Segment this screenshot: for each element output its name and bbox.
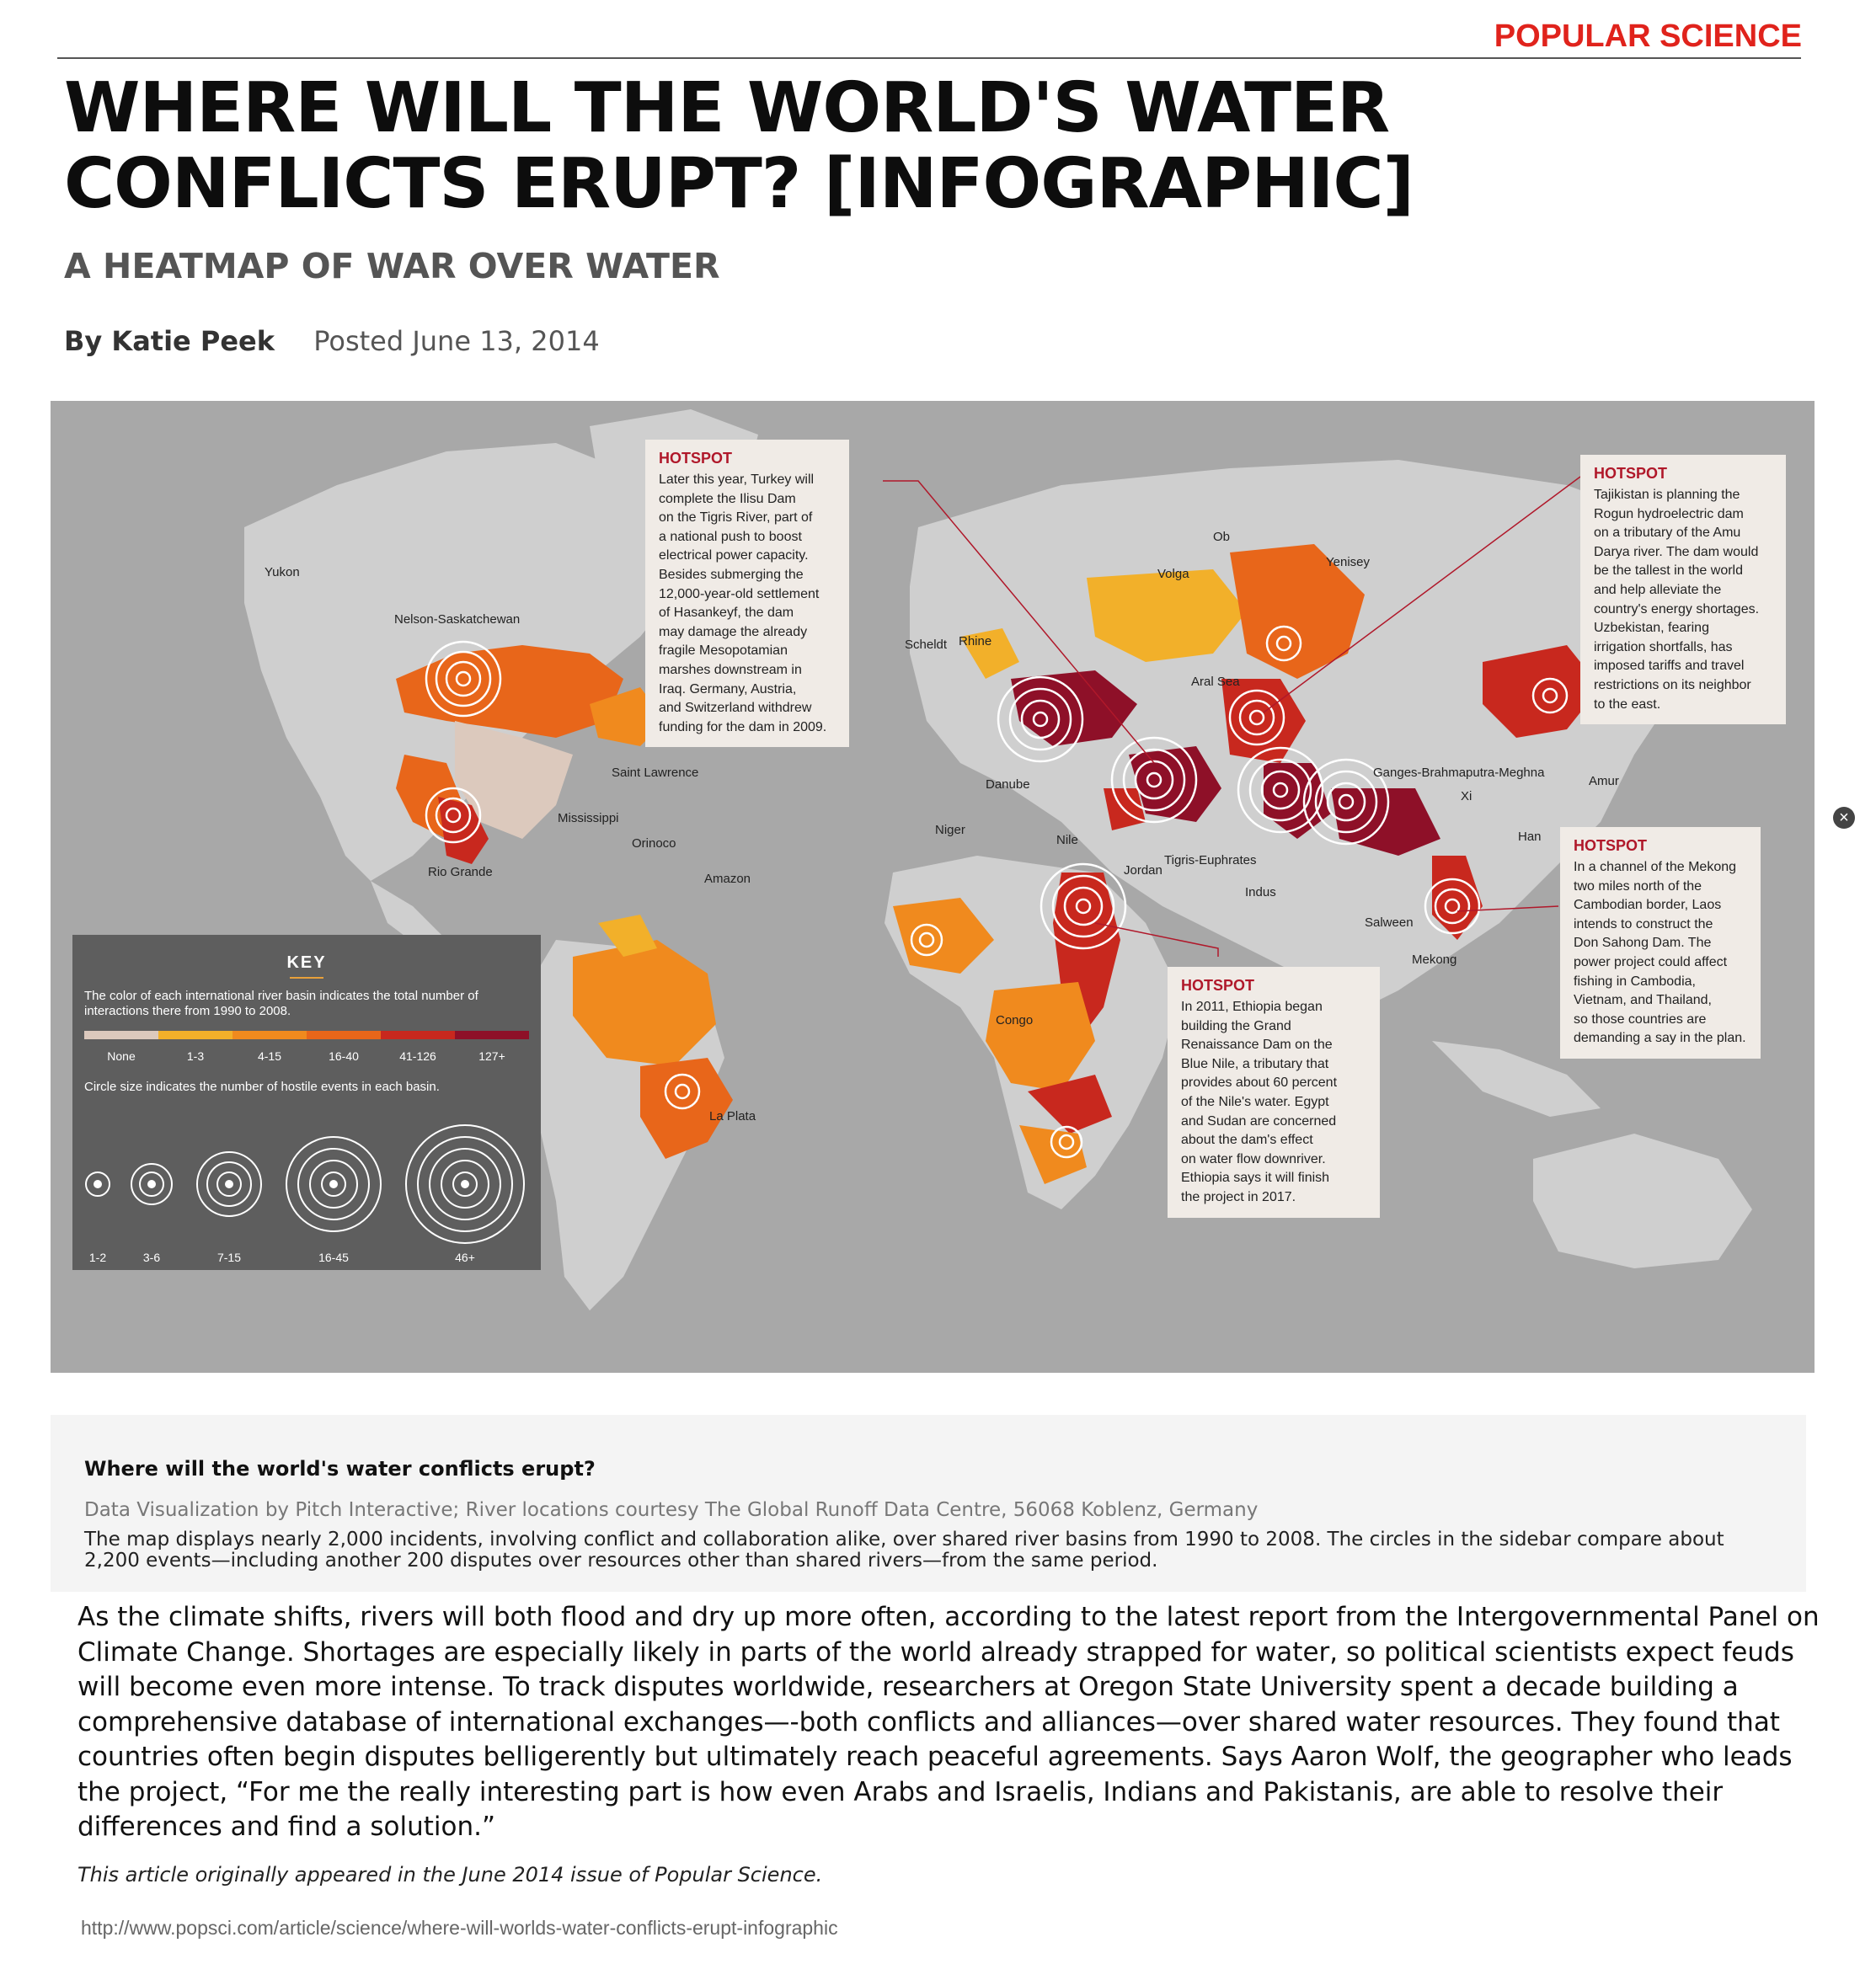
brand-logo[interactable]: POPULAR SCIENCE: [1494, 19, 1802, 54]
byline: [64, 325, 600, 357]
article-body: As the climate shifts, rivers will both flood and dry up more often, according to the latest report from the Intergovernmental Panel on Climate Change. Shortages are especially likely in parts of the world already strapped for water, so political scientists expect feuds will become even more intense. To track disputes worldwide, researchers at Oregon State University spent a decade building a comprehensive database of international exchanges—-both conflicts and alliances—over shared water resources. They found that countries often begin disputes belligerently but ultimately reach peaceful agreements. Says Aaron Wolf, the geographer who leads the project, “For me the really interesting part is how even Arabs and Israelis, Indians and Pakistanis, are able to resolve their differences and find a solution.”: [77, 1602, 1820, 1842]
label-indus: Indus: [1245, 885, 1276, 899]
key-circle-legend: [72, 1103, 541, 1270]
map-key: [72, 935, 541, 1270]
key-circle-46-plus: [406, 1125, 524, 1243]
swatch-1-3: [158, 1031, 232, 1039]
caption-credit: Data Visualization by Pitch Interactive; River locations courtesy The Global Runoff Data Centre, 56068 Koblenz, Germany: [84, 1499, 1259, 1521]
author-link[interactable]: By Katie Peek: [64, 325, 275, 357]
label-la-plata: La Plata: [709, 1109, 756, 1123]
key-color-scale: [84, 1031, 529, 1039]
hotspot-text: Later this year, Turkey will complete the Ilisu Dam on the Tigris River, part of a national push to boost electrical power capacity. Besides submerging the 12,000-year-old settlement of Hasankeyf, the dam may damage the already fragile Mesopotamian marshes downstream in Iraq. Germany, Austria, and Switzerland withdrew funding for the dam in 2009.: [659, 472, 827, 734]
key-title: KEY: [286, 953, 327, 972]
label-yenisey: Yenisey: [1326, 555, 1370, 569]
circle-label: 1-2: [88, 1251, 107, 1264]
label-danube: Danube: [986, 777, 1030, 792]
circle-label: 7-15: [216, 1251, 242, 1264]
hotspot-callout-rogun: [1580, 455, 1786, 724]
label-volga: Volga: [1157, 567, 1189, 581]
posted-date: Posted June 13, 2014: [313, 325, 600, 357]
key-circle-1-2: [86, 1172, 110, 1196]
source-url-link[interactable]: http://www.popsci.com/article/science/where-will-worlds-water-conflicts-erupt-infographic: [81, 1917, 838, 1939]
label-salween: Salween: [1365, 915, 1414, 930]
circle-label: 3-6: [142, 1251, 161, 1264]
color-label: 127+: [478, 1049, 505, 1063]
label-yukon: Yukon: [265, 565, 300, 579]
swatch-none: [84, 1031, 158, 1039]
label-amur: Amur: [1589, 774, 1619, 788]
key-color-labels: [84, 1049, 529, 1063]
close-icon[interactable]: ×: [1833, 807, 1855, 829]
hotspot-callout-nile: [1168, 967, 1380, 1218]
caption-title: Where will the world's water conflicts erupt?: [84, 1457, 596, 1481]
label-mississippi: Mississippi: [558, 811, 619, 825]
land-australia: [1533, 1134, 1752, 1268]
label-st-lawrence: Saint Lawrence: [612, 766, 699, 780]
swatch-4-15: [232, 1031, 307, 1039]
label-rhine: Rhine: [959, 634, 992, 648]
hotspot-heading: HOTSPOT: [1574, 837, 1648, 854]
article-footnote: This article originally appeared in the June 2014 issue of Popular Science.: [77, 1863, 823, 1887]
hotspot-text: Tajikistan is planning the Rogun hydroelectric dam on a tributary of the Amu Darya river. The dam would be the tallest in the world and help alleviate the country's energy shortages. Uzbekistan, fearing irrigation shortfalls, has imposed tariffs and travel restrictions on its neighbor to the east.: [1594, 488, 1760, 712]
label-tigris: Tigris-Euphrates: [1164, 853, 1257, 867]
label-ob: Ob: [1213, 530, 1231, 544]
label-aral: Aral Sea: [1191, 675, 1240, 689]
circle-label: 16-45: [318, 1251, 349, 1264]
image-caption: [51, 1415, 1806, 1592]
circle-label: 46+: [455, 1251, 475, 1264]
caption-description: The map displays nearly 2,000 incidents, involving conflict and collaboration alike, over shared river basins from 1990 to 2008. The circles in the sidebar compare about 2,200 events—including another 200 disputes over resources other than shared rivers—from the same period.: [84, 1529, 1724, 1572]
label-nile: Nile: [1056, 833, 1078, 847]
header-divider: [57, 57, 1801, 59]
label-amazon: Amazon: [704, 872, 751, 886]
key-circle-16-45: [286, 1137, 381, 1231]
label-rio-grande: Rio Grande: [428, 865, 493, 879]
hotspot-heading: HOTSPOT: [659, 450, 733, 467]
label-niger: Niger: [935, 823, 965, 837]
label-jordan: Jordan: [1124, 863, 1162, 878]
article-title: WHERE WILL THE WORLD'S WATER CONFLICTS ERUPT? [INFOGRAPHIC]: [64, 68, 1414, 224]
key-circle-description: Circle size indicates the number of hostile events in each basin.: [84, 1080, 440, 1094]
key-circle-7-15: [197, 1152, 261, 1216]
hotspot-heading: HOTSPOT: [1181, 977, 1255, 994]
hotspot-callout-tigris: [645, 440, 849, 747]
color-label: None: [107, 1049, 136, 1063]
label-orinoco: Orinoco: [632, 836, 676, 851]
hotspot-text: In a channel of the Mekong two miles north of the Cambodian border, Laos intends to construct the Don Sahong Dam. The power project could affect fishing in Cambodia, Vietnam, and Thailand, so those countries are demanding a say in the plan.: [1574, 860, 1746, 1046]
color-label: 1-3: [186, 1049, 205, 1063]
label-mekong: Mekong: [1412, 953, 1457, 967]
color-label: 4-15: [257, 1049, 282, 1063]
key-title-underline: [290, 977, 323, 979]
color-label: 16-40: [329, 1049, 359, 1063]
label-congo: Congo: [996, 1013, 1034, 1027]
swatch-127-plus: [455, 1031, 529, 1039]
key-color-description: The color of each international river basin indicates the total number of interactions there from 1990 to 2008.: [84, 989, 478, 1018]
swatch-16-40: [307, 1031, 381, 1039]
article-subtitle: A HEATMAP OF WAR OVER WATER: [64, 246, 720, 286]
label-ganges: Ganges-Brahmaputra-Meghna: [1373, 766, 1545, 780]
hotspot-text: In 2011, Ethiopia began building the Grand Renaissance Dam on the Blue Nile, a tributary that provides about 60 percent of the Nile's water. Egypt and Sudan are concerned about the dam's effect on water flow downriver. Ethiopia says it will finish the project in 2017.: [1181, 1000, 1338, 1204]
label-han: Han: [1518, 830, 1542, 844]
label-scheldt: Scheldt: [905, 638, 948, 652]
key-circle-3-6: [131, 1164, 172, 1204]
swatch-41-126: [381, 1031, 455, 1039]
label-nelson: Nelson-Saskatchewan: [394, 612, 521, 627]
hotspot-heading: HOTSPOT: [1594, 465, 1668, 482]
hotspot-callout-mekong: [1560, 827, 1761, 1059]
color-label: 41-126: [399, 1049, 436, 1063]
label-xi: Xi: [1461, 789, 1472, 803]
